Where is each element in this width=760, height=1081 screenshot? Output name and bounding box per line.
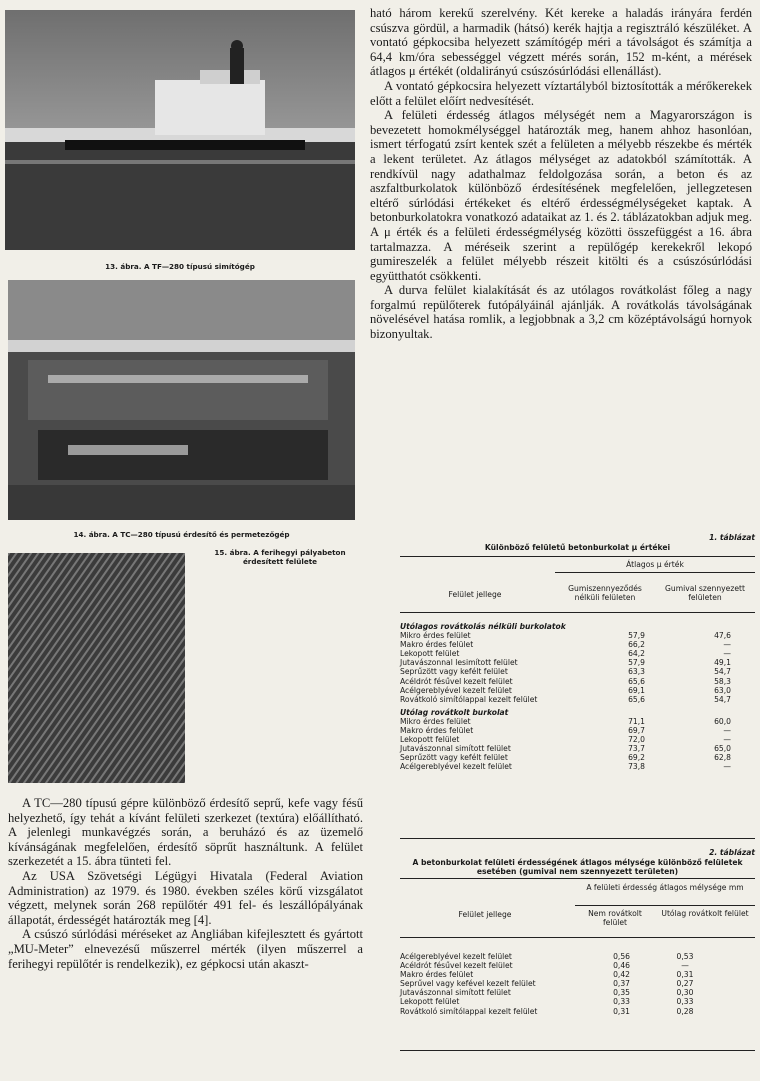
row-value-1: 64,2 — [628, 649, 645, 659]
row-label: Jutavászonnal simított felület — [400, 744, 511, 754]
row-value-2: 0,30 — [676, 988, 694, 998]
table-row — [400, 1007, 755, 1016]
texturing-machine-image — [8, 280, 355, 520]
paragraph: Az USA Szövetségi Légügyi Hivatala (Federal Aviation Administration) az 1979. és 1980. években széles körű vizsgálatot végzett, melynek során 268 repülőtér 491 fel- és leszállópályának állapotát, érdességét határozták meg [4]. — [8, 868, 363, 927]
row-value-1: 0,37 — [613, 979, 630, 989]
table-2-col2-header: Utólag rovátkolt felület — [661, 909, 749, 918]
row-value-2: — — [723, 726, 731, 736]
table-row — [400, 744, 755, 753]
table-row — [400, 735, 755, 744]
row-label: Lekopott felület — [400, 997, 460, 1007]
row-value-1: 0,35 — [613, 988, 630, 998]
row-label: Makro érdes felület — [400, 640, 474, 650]
table-row — [400, 686, 755, 695]
paving-machine-image — [5, 10, 355, 250]
table-row — [400, 970, 755, 979]
table-1-section-rows — [400, 631, 755, 704]
row-value-1: 0,31 — [613, 1006, 630, 1016]
row-value-1: 65,6 — [628, 676, 645, 686]
table-row — [400, 726, 755, 735]
table-2-bottom-rule — [400, 1050, 755, 1051]
row-value-2: 54,7 — [714, 667, 731, 677]
left-column-text — [8, 796, 363, 971]
row-label: Makro érdes felület — [400, 726, 474, 736]
table-2-col-label: Felület jellege — [458, 910, 512, 919]
table-row — [400, 952, 755, 961]
paragraph: A vontató gépkocsira helyezett víztartályból biztosították a mérőkerekek előtt a felület előírt nedvesítését. — [370, 78, 752, 108]
row-value-1: 71,1 — [628, 716, 645, 726]
row-value-2: 0,31 — [676, 970, 694, 980]
row-label: Lekopott felület — [400, 649, 460, 659]
table-row — [400, 640, 755, 649]
table-2-number: 2. táblázat — [709, 848, 755, 857]
table-row — [400, 988, 755, 997]
concrete-surface-image — [8, 553, 185, 783]
table-row — [400, 677, 755, 686]
table-1-bottom-rule — [400, 838, 755, 839]
row-label: Rovátkoló simítólappal kezelt felület — [400, 1006, 538, 1016]
row-value-1: 69,2 — [628, 753, 645, 763]
table-row — [400, 667, 755, 676]
row-value-2: 65,0 — [714, 744, 731, 754]
row-label: Seprűzött vagy kefélt felület — [400, 667, 508, 677]
table-row — [400, 961, 755, 970]
row-label: Jutavászonnal simított felület — [400, 988, 511, 998]
row-value-1: 69,1 — [628, 685, 645, 695]
row-value-1: 0,46 — [613, 961, 630, 971]
figure-13-caption: 13. ábra. A TF—280 típusú simítógép — [105, 262, 255, 271]
row-value-2: — — [723, 640, 731, 650]
row-value-2: 0,27 — [676, 979, 694, 989]
row-value-2: 58,3 — [714, 676, 731, 686]
row-value-2: — — [723, 762, 731, 772]
row-value-1: 0,42 — [613, 970, 630, 980]
row-value-2: 60,0 — [714, 716, 731, 726]
row-value-2: — — [723, 649, 731, 659]
figure-15-photo — [8, 553, 185, 783]
row-value-1: 63,3 — [628, 667, 645, 677]
row-label: Acéldrót fésűvel kezelt felület — [400, 961, 513, 971]
table-2-col1-header: Nem rovátkolt felület — [588, 909, 642, 927]
table-1-section-rows — [400, 717, 755, 772]
table-1-top-rule — [400, 556, 755, 557]
row-value-2: — — [723, 735, 731, 745]
table-1-col-label: Felület jellege — [448, 590, 502, 599]
table-1-col2-header: Gumival szennyezett felületen — [665, 584, 745, 602]
table-row — [400, 631, 755, 640]
row-label: Seprűzött vagy kefélt felület — [400, 753, 508, 763]
table-row — [400, 997, 755, 1006]
table-row — [400, 753, 755, 762]
row-value-2: 54,7 — [714, 694, 731, 704]
table-row — [400, 658, 755, 667]
table-2-body — [400, 952, 755, 1016]
row-label: Acélgereblyével kezelt felület — [400, 762, 512, 772]
table-1-title: Különböző felületű betonburkolat μ értékei — [484, 543, 671, 552]
table-1-body — [400, 622, 755, 772]
table-row — [400, 762, 755, 771]
table-row — [400, 979, 755, 988]
row-value-1: 66,2 — [628, 640, 645, 650]
row-label: Mikro érdes felület — [400, 716, 471, 726]
row-value-2: 49,1 — [714, 658, 731, 668]
row-value-2: — — [681, 961, 689, 971]
figure-14-caption: 14. ábra. A TC—280 típusú érdesítő és permetezőgép — [73, 530, 290, 539]
row-label: Mikro érdes felület — [400, 631, 471, 641]
table-2-group-header: A felületi érdesség átlagos mélysége mm — [586, 883, 744, 892]
paragraph: ható három kerekű szerelvény. Két kereke a haladás irányára ferdén csúszva gördül, a harmadik (hátsó) kerék hajtja a regisztráló készüléket. A vontató gépkocsiba helyezett számítógép méri a távolságot és számítja a 64,4 km/óra sebességgel végzett mérés során, 152 m-ként, a mérések átlagos μ értékét (oldalirányú csúszósúrlódási ellenállást). — [370, 6, 752, 79]
row-value-1: 65,6 — [628, 694, 645, 704]
table-2-top-rule — [400, 878, 755, 879]
table-2-sub-rule — [575, 905, 755, 906]
table-2-header-rule — [400, 937, 755, 938]
row-value-1: 69,7 — [628, 726, 645, 736]
table-row — [400, 695, 755, 704]
row-value-2: 62,8 — [714, 753, 731, 763]
paragraph: A csúszó súrlódási méréseket az Angliában kifejlesztett és gyártott „MU-Meter” elnevezésű műszerrel mérték (ilyen műszerrel a ferihegyi repülőtér is rendelkezik), ez gépkocsi után akaszt- — [8, 927, 363, 971]
row-value-1: 57,9 — [628, 658, 645, 668]
row-value-2: 0,33 — [676, 997, 694, 1007]
table-1-sub-rule — [555, 572, 755, 573]
figure-13-photo — [5, 10, 355, 250]
figure-14-photo — [8, 280, 355, 520]
row-label: Acélgereblyével kezelt felület — [400, 952, 512, 961]
table-1-col1-header: Gumiszennyeződés nélküli felületen — [568, 584, 642, 602]
row-label: Acélgereblyével kezelt felület — [400, 685, 512, 695]
table-row — [400, 649, 755, 658]
table-1-section-title: Utólagos rovátkolás nélküli burkolatok — [400, 622, 566, 631]
figure-15-caption: 15. ábra. A ferihegyi pályabeton érdesített felülete — [214, 548, 346, 566]
row-value-1: 57,9 — [628, 631, 645, 641]
table-1-header-rule — [400, 612, 755, 613]
table-2-title: A betonburkolat felületi érdességének átlagos mélysége különböző felületek esetében (gumival nem szennyezett területen) — [412, 858, 743, 876]
table-1-group-header: Átlagos μ érték — [626, 560, 684, 569]
table-row — [400, 717, 755, 726]
paragraph: A felületi érdesség átlagos mélységét nem a Magyarországon is bevezetett homokmélységgel határozták meg, hanem ahhoz hasonlóan, ismert térfogatú zsírt kentek szét a felületen a mélyebb részekbe és mérték a lekent területet. Az átlagos mélységet az adatokból számították. A rendkívül nagy adathalmaz feldolgozása során, a beton és az aszfaltburkolatok különböző érdesítésének megfelelően, jellegzetesen eltérő súrlódási értékeket és eltérő érdességmélységeket kaptak. A betonburkolatokra vonatkozó adataikat az 1. és 2. táblázatokban adjuk meg. A μ érték és a felületi érdességmélység közötti összefüggést a 16. ábra tartalmazza. A méréseik szerint a repülőgép kerekekről lekopó gumireszelék a felület mélyebb részeit kitölti és a csúszósúrlódási együtthatót csökkenti. — [370, 108, 752, 283]
row-label: Acéldrót fésűvel kezelt felület — [400, 676, 513, 686]
table-1-number: 1. táblázat — [709, 533, 755, 542]
row-value-2: 0,28 — [676, 1006, 694, 1016]
row-value-2: 47,6 — [714, 631, 731, 641]
row-value-1: 0,33 — [613, 997, 630, 1007]
row-value-2: 0,53 — [676, 952, 694, 961]
row-value-1: 73,8 — [628, 762, 645, 772]
row-value-1: 73,7 — [628, 744, 645, 754]
row-value-1: 0,56 — [613, 952, 630, 961]
row-label: Seprűvel vagy kefével kezelt felület — [400, 979, 536, 989]
row-label: Makro érdes felület — [400, 970, 474, 980]
row-label: Jutavászonnal lesimított felület — [400, 658, 518, 668]
row-value-2: 63,0 — [714, 685, 731, 695]
row-label: Lekopott felület — [400, 735, 460, 745]
row-label: Rovátkoló simítólappal kezelt felület — [400, 694, 538, 704]
paragraph: A durva felület kialakítását és az utólagos rovátkolást főleg a nagy forgalmú repülőterek futópályáinál ajánlják. A rovátkolás távolságának növelésével hatása romlik, a legjobbnak a 3,2 cm középtávolságú hornyok bizonyultak. — [370, 283, 752, 342]
right-column-text — [370, 6, 752, 342]
table-1-section-title: Utólag rovátkolt burkolat — [400, 707, 509, 717]
paragraph: A TC—280 típusú gépre különböző érdesítő seprű, kefe vagy fésű helyezhető, így tehát a kívánt felületi szerkezet (textúra) előállítható. A jelenlegi munkavégzés során, a beruházó és az üzemelő kívánságának megfelelően, érdesítő söprűt használtunk. A felület szerkezetét a 15. ábra tünteti fel. — [8, 796, 363, 869]
row-value-1: 72,0 — [628, 735, 645, 745]
